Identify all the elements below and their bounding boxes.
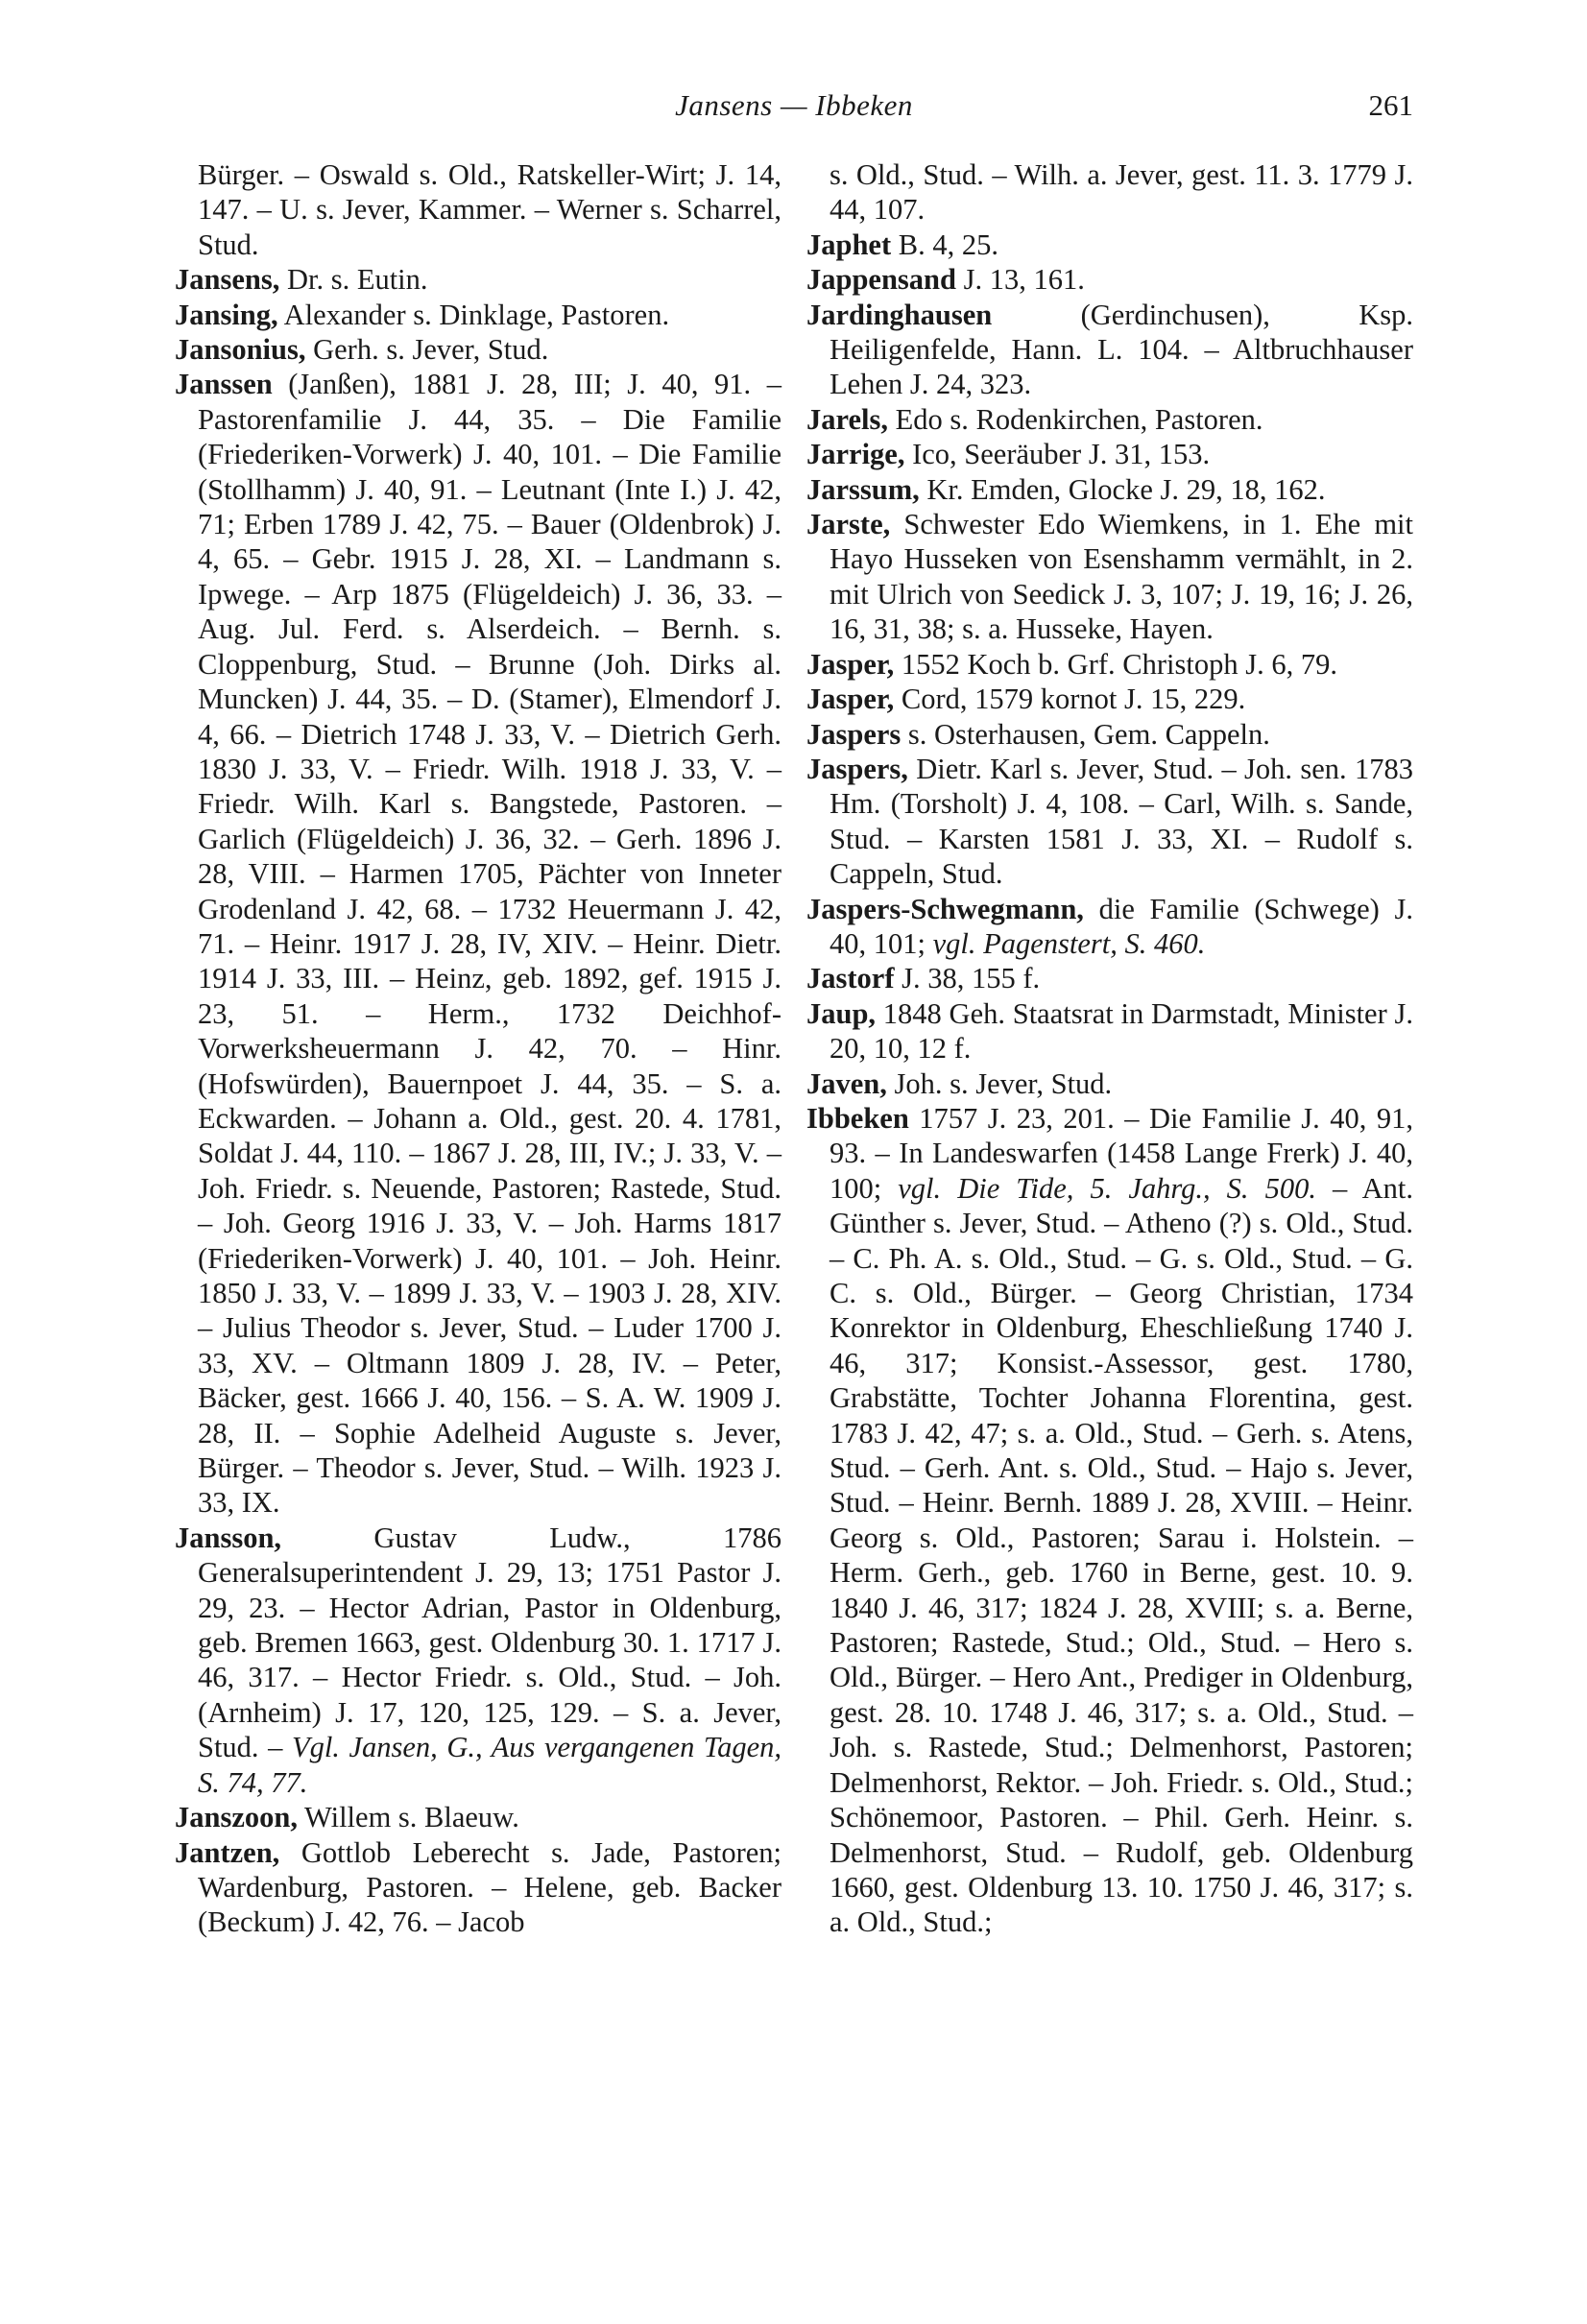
right-column <box>806 157 1413 1940</box>
entry-text: Edo s. Rodenkirchen, Pastoren. <box>888 402 1263 436</box>
entry-headword: Jansonius, <box>175 333 306 367</box>
entry-headword: Jastorf <box>806 962 895 995</box>
left-column <box>175 157 781 1940</box>
index-entry <box>806 647 1413 682</box>
entry-text: Ico, Seeräuber J. 31, 153. <box>904 438 1211 471</box>
entry-headword: Jansing, <box>175 298 278 331</box>
entry-text: die Familie (Schwege) J. 40, 101; <box>830 892 1413 960</box>
index-entry <box>175 298 781 332</box>
entry-text: Cord, 1579 kornot J. 15, 229. <box>894 683 1246 716</box>
entry-headword: Jaspers <box>806 717 902 751</box>
index-entry <box>806 507 1413 647</box>
entry-text: Gustav Ludw., 1786 Generalsuperintendent J. 29, 13; 1751 Pastor J. 29, 23. – Hector Adrian, Pastor in Oldenburg, geb. Bremen 1663, gest. Oldenburg 30. 1. 1717 J. 46, 317. – Hector Friedr. s. Old., Stud. – Joh. (Arnheim) J. 17, 120, 125, 129. – S. a. Jever, Stud. – <box>198 1521 781 1764</box>
entry-text: Willem s. Blaeuw. <box>297 1801 519 1834</box>
entry-text: (Janßen), 1881 J. 28, III; J. 40, 91. – Pastorenfamilie J. 44, 35. – Die Familie (Friederiken-Vorwerk) J. 40, 101. – Die Familie (Stollhamm) J. 40, 91. – Leutnant (Inte I.) J. 42, 71; Erben 1789 J. 42, 75. – Bauer (Oldenbrok) J. 4, 65. – Gebr. 1915 J. 28, XI. – Landmann s. Ipwege. – Arp 1875 (Flügeldeich) J. 36, 33. – Aug. Jul. Ferd. s. Alserdeich. – Bernh. s. Cloppenburg, Stud. – Brunne (Joh. Dirks al. Muncken) J. 44, 35. – D. (Stamer), Elmendorf J. 4, 66. – Dietrich 1748 J. 33, V. – Dietrich Gerh. 1830 J. 33, V. – Friedr. Wilh. 1918 J. 33, V. – Friedr. Wilh. Karl s. Bangstede, Pastoren. – Garlich (Flügeldeich) J. 36, 32. – Gerh. 1896 J. 28, VIII. – Harmen 1705, Pächter von Inneter Grodenland J. 42, 68. – 1732 Heuermann J. 42, 71. – Heinr. 1917 J. 28, IV, XIV. – Heinr. Dietr. 1914 J. 33, III. – Heinz, geb. 1892, gef. 1915 J. 23, 51. – Herm., 1732 Deichhof-Vorwerksheuermann J. 42, 70. – Hinr. (Hofswürden), Bauernpoet J. 44, 35. – S. a. Eckwarden. – Johann a. Old., gest. 20. 4. 1781, Soldat J. 44, 110. – 1867 J. 28, III, IV.; J. 33, V. – Joh. Friedr. s. Neuende, Pastoren; Rastede, Stud. – Joh. Georg 1916 J. 33, V. – Joh. Harms 1817 (Friederiken-Vorwerk) J. 40, 101. – Joh. Heinr. 1850 J. 33, V. – 1899 J. 33, V. – 1903 J. 28, XIV. – Julius Theodor s. Jever, Stud. – Luder 1700 J. 33, XV. – Oltmann 1809 J. 28, IV. – Peter, Bäcker, gest. 1666 J. 40, 156. – S. A. W. 1909 J. 28, II. – Sophie Adelheid Auguste s. Jever, Bürger. – Theodor s. Jever, Stud. – Wilh. 1923 J. 33, IX. <box>198 368 781 1520</box>
index-entry <box>806 437 1413 471</box>
entry-headword: Jasper, <box>806 683 895 716</box>
index-entry <box>806 157 1413 228</box>
entry-text-continued: – Ant. Günther s. Jever, Stud. – Atheno (?) s. Old., Stud. – C. Ph. A. s. Old., Stud. – G. s. Old., Stud. – G. C. s. Old., Bürger. – Georg Christian, 1734 Konrektor in Oldenburg, Eheschließung 1740 J. 46, 317; Konsist.-Assessor, gest. 1780, Grabstätte, Tochter Johanna Florentina, gest. 1783 J. 42, 47; s. a. Old., Stud. – Gerh. s. Atens, Stud. – Gerh. Ant. s. Old., Stud. – Hajo s. Jever, Stud. – Heinr. Bernh. 1889 J. 28, XVIII. – Heinr. Georg s. Old., Pastoren; Sarau i. Holstein. – Herm. Gerh., geb. 1760 in Berne, gest. 10. 9. 1840 J. 46, 317; 1824 J. 28, XVIII; s. a. Berne, Pastoren; Rastede, Stud.; Old., Stud. – Hero s. Old., Bürger. – Hero Ant., Prediger in Oldenburg, gest. 28. 10. 1748 J. 46, 317; s. a. Old., Stud. – Joh. s. Rastede, Stud.; Delmenhorst, Pastoren; Delmenhorst, Rektor. – Joh. Friedr. s. Old., Stud.; Schönemoor, Pastoren. – Phil. Gerh. Heinr. s. Delmenhorst, Stud. – Rudolf, geb. Oldenburg 1660, gest. Oldenburg 13. 10. 1750 J. 46, 317; s. a. Old., Stud.; <box>830 1171 1413 1939</box>
entry-text: s. Osterhausen, Gem. Cappeln. <box>901 717 1270 751</box>
index-entry <box>806 996 1413 1066</box>
entry-text: J. 38, 155 f. <box>894 962 1041 995</box>
entry-text: Dr. s. Eutin. <box>279 263 428 297</box>
index-entry <box>175 1835 781 1940</box>
page-number: 261 <box>1368 88 1413 122</box>
entry-reference-italic: vgl. Pagenstert, S. 460. <box>925 926 1206 960</box>
entry-reference-italic: vgl. Die Tide, 5. Jahrg., S. 500. <box>881 1171 1316 1205</box>
entry-text: Bürger. – Oswald s. Old., Ratskeller-Wirt; J. 14, 147. – U. s. Jever, Kammer. – Werner s. Scharrel, Stud. <box>198 158 781 261</box>
entry-text: 1757 J. 23, 201. – Die Familie J. 40, 91, 93. – In Landeswarfen (1458 Lange Frerk) J. 40, 100; <box>830 1101 1413 1205</box>
entry-text: Dietr. Karl s. Jever, Stud. – Joh. sen. 1783 Hm. (Torsholt) J. 4, 108. – Carl, Wilh. s. Sande, Stud. – Karsten 1581 J. 33, XI. – Rudolf s. Cappeln, Stud. <box>830 752 1413 891</box>
entry-headword: Jarste, <box>806 508 891 541</box>
entry-headword: Japhet <box>806 228 892 261</box>
running-head: Jansens — Ibbeken <box>675 88 913 122</box>
index-entry <box>806 402 1413 437</box>
entry-text: 1552 Koch b. Grf. Christoph J. 6, 79. <box>894 647 1337 681</box>
entry-headword: Jardinghausen <box>806 298 993 331</box>
entry-text: B. 4, 25. <box>891 228 998 261</box>
index-entry <box>806 752 1413 892</box>
entry-text: Alexander s. Dinklage, Pastoren. <box>277 298 670 331</box>
entry-text: J. 13, 161. <box>955 263 1085 297</box>
index-entry <box>175 1800 781 1834</box>
index-entry <box>806 682 1413 716</box>
entry-headword: Jasper, <box>806 647 895 681</box>
index-entry <box>175 262 781 297</box>
index-entry <box>806 1101 1413 1940</box>
index-entry <box>175 367 781 1520</box>
entry-text: Gerh. s. Jever, Stud. <box>305 333 549 367</box>
index-entry <box>806 298 1413 402</box>
page-header <box>175 88 1413 136</box>
entry-headword: Janszoon, <box>175 1801 298 1834</box>
entry-text: Gottlob Leberecht s. Jade, Pastoren; Wardenburg, Pastoren. – Helene, geb. Backer (Beckum) J. 42, 76. – Jacob <box>198 1835 781 1939</box>
entry-headword: Jaspers-Schwegmann, <box>806 892 1084 925</box>
index-entry <box>175 157 781 262</box>
entry-text: Joh. s. Jever, Stud. <box>886 1066 1113 1100</box>
entry-headword: Jaup, <box>806 996 877 1030</box>
entry-headword: Jansson, <box>175 1521 282 1554</box>
index-entry <box>806 961 1413 995</box>
entry-reference-italic: Vgl. Jansen, G., Aus vergangenen Tagen, S. 74, 77. <box>198 1731 781 1799</box>
entry-headword: Jarssum, <box>806 472 920 506</box>
entry-text: Kr. Emden, Glocke J. 29, 18, 162. <box>919 472 1326 506</box>
entry-text: s. Old., Stud. – Wilh. a. Jever, gest. 11. 3. 1779 J. 44, 107. <box>830 158 1413 227</box>
index-entry <box>806 228 1413 262</box>
index-entry <box>806 892 1413 962</box>
index-entry <box>175 1521 781 1800</box>
entry-text: Schwester Edo Wiemkens, in 1. Ehe mit Hayo Husseken von Esenshamm vermählt, in 2. mit Ulrich von Seedick J. 3, 107; J. 19, 16; J. 26, 16, 31, 38; s. a. Husseke, Hayen. <box>830 508 1413 646</box>
entry-headword: Jaspers, <box>806 752 908 785</box>
entry-headword: Jansens, <box>175 263 280 297</box>
entry-text: 1848 Geh. Staatsrat in Darmstadt, Minister J. 20, 10, 12 f. <box>830 996 1413 1066</box>
index-entry <box>175 332 781 367</box>
entry-headword: Javen, <box>806 1066 887 1100</box>
entry-headword: Jarels, <box>806 402 888 436</box>
index-entry <box>806 1066 1413 1101</box>
index-entry <box>806 717 1413 752</box>
entry-text: (Gerdinchusen), Ksp. Heiligenfelde, Hann. L. 104. – Altbruchhauser Lehen J. 24, 323. <box>830 298 1413 401</box>
entry-headword: Jantzen, <box>175 1835 280 1869</box>
entry-headword: Janssen <box>175 368 273 401</box>
index-entry <box>806 472 1413 507</box>
index-entry <box>806 262 1413 297</box>
entry-headword: Jarrige, <box>806 438 905 471</box>
entry-headword: Jappensand <box>806 263 956 297</box>
entry-headword: Ibbeken <box>806 1101 909 1135</box>
